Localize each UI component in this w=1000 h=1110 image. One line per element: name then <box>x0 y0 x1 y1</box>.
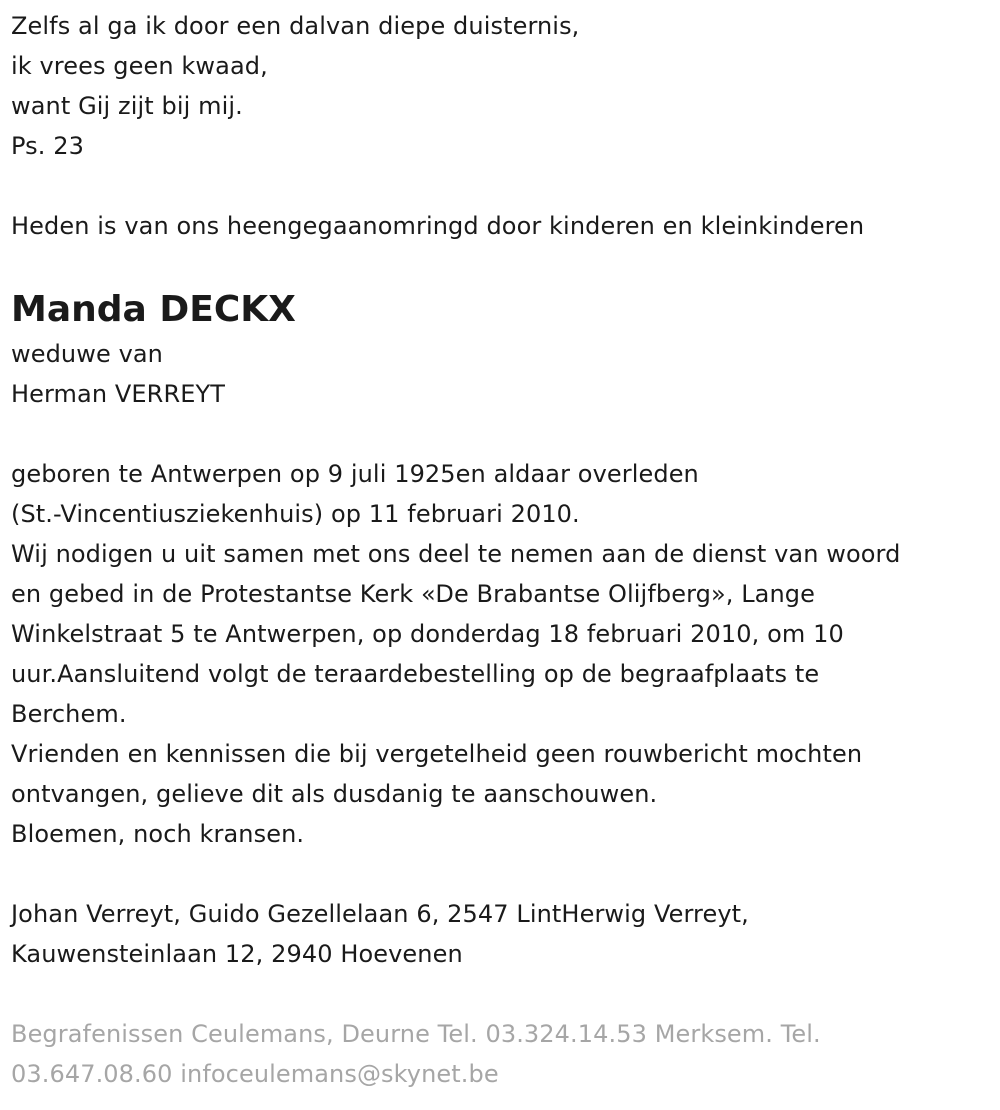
footer-line: Begrafenissen Ceulemans, Deurne Tel. 03.324.14.53 Merksem. Tel. <box>11 1020 821 1048</box>
family-addresses <box>11 894 996 974</box>
body-line: uur.Aansluitend volgt de teraardebestelling op de begraafplaats te <box>11 660 820 688</box>
deceased-name: Manda DECKX <box>11 289 296 330</box>
spacer <box>11 974 996 1014</box>
body-line: Vrienden en kennissen die bij vergetelheid geen rouwbericht mochten <box>11 740 863 768</box>
notice-body <box>11 454 996 854</box>
body-line: Berchem. <box>11 700 127 728</box>
body-line: Winkelstraat 5 te Antwerpen, op donderdag 18 februari 2010, om 10 <box>11 620 844 648</box>
family-line: Kauwensteinlaan 12, 2940 Hoevenen <box>11 940 463 968</box>
verse-reference: Ps. 23 <box>11 132 84 160</box>
footer-line: 03.647.08.60 infoceulemans@skynet.be <box>11 1060 499 1088</box>
family-line: Johan Verreyt, Guido Gezellelaan 6, 2547 LintHerwig Verreyt, <box>11 900 749 928</box>
body-line: ontvangen, gelieve dit als dusdanig te aanschouwen. <box>11 780 658 808</box>
verse-line: ik vrees geen kwaad, <box>11 52 268 80</box>
body-line: (St.-Vincentiusziekenhuis) op 11 februari 2010. <box>11 500 580 528</box>
verse-line: Zelfs al ga ik door een dalvan diepe duisternis, <box>11 12 580 40</box>
obituary-notice <box>11 6 996 1094</box>
spacer <box>11 414 996 454</box>
intro-text: Heden is van ons heengegaanomringd door kinderen en kleinkinderen <box>11 212 865 240</box>
bible-verse <box>11 6 996 166</box>
body-line: Bloemen, noch kransen. <box>11 820 305 848</box>
funeral-home-footer <box>11 1014 996 1094</box>
verse-line: want Gij zijt bij mij. <box>11 92 243 120</box>
body-line: geboren te Antwerpen op 9 juli 1925en aldaar overleden <box>11 460 699 488</box>
relation-text: weduwe van <box>11 340 163 368</box>
body-line: Wij nodigen u uit samen met ons deel te nemen aan de dienst van woord <box>11 540 901 568</box>
body-line: en gebed in de Protestantse Kerk «De Brabantse Olijfberg», Lange <box>11 580 815 608</box>
spacer <box>11 854 996 894</box>
spacer <box>11 166 996 206</box>
spouse-name: Herman VERREYT <box>11 380 226 408</box>
